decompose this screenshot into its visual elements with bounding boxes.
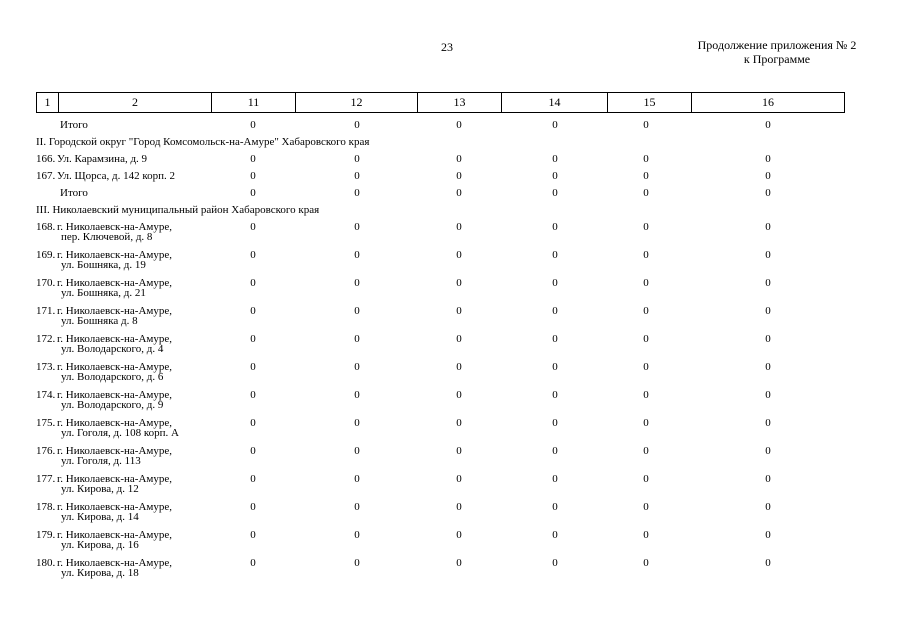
value-cell: 0	[552, 557, 558, 569]
value-cell: 0	[552, 277, 558, 289]
value-cell: 0	[765, 361, 771, 373]
value-cell: 0	[354, 333, 360, 345]
value-cell: 0	[250, 389, 256, 401]
column-header-2: 2	[59, 93, 212, 113]
address-cell	[57, 222, 172, 242]
address-line-1: г. Николаевск-на-Амуре,	[57, 221, 172, 233]
address-cell	[57, 530, 172, 550]
total-label: Итого	[60, 119, 88, 131]
table-row	[36, 220, 844, 248]
address-line-1: г. Николаевск-на-Амуре,	[57, 277, 172, 289]
value-cell: 0	[250, 473, 256, 485]
value-cell: 0	[552, 119, 558, 131]
value-cell: 0	[354, 501, 360, 513]
address-line-2: ул. Володарского, д. 9	[61, 399, 164, 411]
table-row	[36, 528, 844, 556]
section-header-row	[36, 135, 844, 152]
value-cell: 0	[250, 187, 256, 199]
address-line-1: Ул. Карамзина, д. 9	[57, 153, 148, 165]
column-header-16: 16	[692, 93, 845, 113]
value-cell: 0	[765, 333, 771, 345]
value-cell: 0	[250, 119, 256, 131]
row-number: 176.	[36, 445, 56, 457]
value-cell: 0	[456, 445, 462, 457]
address-cell	[57, 558, 172, 578]
table-row	[36, 360, 844, 388]
value-cell: 0	[456, 305, 462, 317]
value-cell: 0	[552, 170, 558, 182]
value-cell: 0	[643, 501, 649, 513]
table-row	[36, 276, 844, 304]
section-header-row	[36, 203, 844, 220]
address-line-1: г. Николаевск-на-Амуре,	[57, 501, 172, 513]
address-cell	[57, 362, 172, 382]
value-cell: 0	[250, 361, 256, 373]
value-cell: 0	[765, 221, 771, 233]
value-cell: 0	[354, 389, 360, 401]
value-cell: 0	[643, 153, 649, 165]
column-header-15: 15	[608, 93, 692, 113]
column-header-11: 11	[212, 93, 296, 113]
value-cell: 0	[765, 417, 771, 429]
value-cell: 0	[643, 389, 649, 401]
address-line-2: ул. Гоголя, д. 108 корп. А	[61, 427, 180, 439]
row-number: 177.	[36, 473, 56, 485]
value-cell: 0	[250, 501, 256, 513]
address-line-2: ул. Кирова, д. 12	[61, 483, 139, 495]
value-cell: 0	[250, 153, 256, 165]
value-cell: 0	[552, 501, 558, 513]
address-cell	[57, 171, 175, 181]
value-cell: 0	[643, 249, 649, 261]
value-cell: 0	[552, 221, 558, 233]
value-cell: 0	[552, 305, 558, 317]
table-body	[36, 118, 844, 584]
value-cell: 0	[643, 187, 649, 199]
table-row	[36, 556, 844, 584]
value-cell: 0	[552, 153, 558, 165]
address-line-1: г. Николаевск-на-Амуре,	[57, 529, 172, 541]
value-cell: 0	[765, 445, 771, 457]
column-header-14: 14	[502, 93, 608, 113]
value-cell: 0	[643, 305, 649, 317]
value-cell: 0	[456, 529, 462, 541]
value-cell: 0	[354, 305, 360, 317]
value-cell: 0	[250, 277, 256, 289]
value-cell: 0	[250, 221, 256, 233]
section-title: II. Городской округ "Город Комсомольск-на-Амуре" Хабаровского края	[36, 136, 370, 148]
value-cell: 0	[354, 557, 360, 569]
address-cell	[57, 306, 172, 326]
address-cell	[57, 502, 172, 522]
value-cell: 0	[765, 249, 771, 261]
address-cell	[57, 418, 179, 438]
table-row	[36, 500, 844, 528]
appendix-title: Продолжение приложения № 2	[697, 38, 857, 52]
table-row	[36, 169, 844, 186]
table-row	[36, 304, 844, 332]
value-cell: 0	[250, 170, 256, 182]
address-cell	[57, 250, 172, 270]
row-number: 173.	[36, 361, 56, 373]
row-number: 169.	[36, 249, 56, 261]
value-cell: 0	[456, 389, 462, 401]
value-cell: 0	[250, 529, 256, 541]
value-cell: 0	[354, 473, 360, 485]
table-row	[36, 444, 844, 472]
address-line-2: ул. Володарского, д. 4	[61, 343, 164, 355]
value-cell: 0	[456, 119, 462, 131]
address-line-1: г. Николаевск-на-Амуре,	[57, 305, 172, 317]
value-cell: 0	[456, 277, 462, 289]
address-line-1: г. Николаевск-на-Амуре,	[57, 389, 172, 401]
value-cell: 0	[354, 221, 360, 233]
value-cell: 0	[456, 417, 462, 429]
value-cell: 0	[643, 119, 649, 131]
table-row	[36, 248, 844, 276]
address-line-2: ул. Бошняка, д. 21	[61, 287, 146, 299]
appendix-subtitle: к Программе	[743, 52, 811, 66]
address-line-2: пер. Ключевой, д. 8	[61, 231, 153, 243]
value-cell: 0	[456, 170, 462, 182]
row-number: 180.	[36, 557, 56, 569]
value-cell: 0	[456, 361, 462, 373]
value-cell: 0	[354, 417, 360, 429]
value-cell: 0	[643, 277, 649, 289]
value-cell: 0	[552, 417, 558, 429]
value-cell: 0	[552, 333, 558, 345]
total-label: Итого	[60, 187, 88, 199]
value-cell: 0	[456, 333, 462, 345]
page-number: 23	[441, 40, 453, 54]
address-cell	[57, 446, 172, 466]
value-cell: 0	[765, 153, 771, 165]
row-number: 166.	[36, 153, 56, 165]
address-line-1: г. Николаевск-на-Амуре,	[57, 417, 172, 429]
address-line-1: Ул. Щорса, д. 142 корп. 2	[57, 170, 176, 182]
value-cell: 0	[250, 305, 256, 317]
value-cell: 0	[354, 249, 360, 261]
value-cell: 0	[354, 170, 360, 182]
value-cell: 0	[643, 557, 649, 569]
value-cell: 0	[765, 119, 771, 131]
value-cell: 0	[765, 557, 771, 569]
row-number: 167.	[36, 170, 56, 182]
value-cell: 0	[552, 249, 558, 261]
value-cell: 0	[552, 187, 558, 199]
row-number: 178.	[36, 501, 56, 513]
value-cell: 0	[765, 473, 771, 485]
table-row	[36, 332, 844, 360]
row-number: 174.	[36, 389, 56, 401]
value-cell: 0	[456, 221, 462, 233]
address-line-2: ул. Гоголя, д. 113	[61, 455, 141, 467]
table-row	[36, 472, 844, 500]
value-cell: 0	[765, 277, 771, 289]
row-number: 170.	[36, 277, 56, 289]
column-header-1: 1	[37, 93, 59, 113]
table-row	[36, 152, 844, 169]
value-cell: 0	[643, 529, 649, 541]
table-row	[36, 416, 844, 444]
address-cell	[57, 154, 147, 164]
column-header-row	[37, 93, 845, 113]
address-line-1: г. Николаевск-на-Амуре,	[57, 557, 172, 569]
value-cell: 0	[456, 187, 462, 199]
value-cell: 0	[552, 361, 558, 373]
value-cell: 0	[552, 445, 558, 457]
value-cell: 0	[643, 221, 649, 233]
value-cell: 0	[643, 333, 649, 345]
address-line-1: г. Николаевск-на-Амуре,	[57, 445, 172, 457]
address-cell	[57, 390, 172, 410]
value-cell: 0	[765, 187, 771, 199]
address-line-1: г. Николаевск-на-Амуре,	[57, 361, 172, 373]
value-cell: 0	[552, 473, 558, 485]
value-cell: 0	[643, 417, 649, 429]
row-number: 172.	[36, 333, 56, 345]
value-cell: 0	[354, 153, 360, 165]
total-row	[36, 118, 844, 135]
address-cell	[57, 334, 172, 354]
value-cell: 0	[765, 389, 771, 401]
value-cell: 0	[354, 187, 360, 199]
value-cell: 0	[643, 445, 649, 457]
value-cell: 0	[765, 501, 771, 513]
value-cell: 0	[250, 333, 256, 345]
value-cell: 0	[250, 249, 256, 261]
column-header-table	[36, 92, 845, 113]
address-line-2: ул. Кирова, д. 14	[61, 511, 139, 523]
row-number: 175.	[36, 417, 56, 429]
address-line-2: ул. Володарского, д. 6	[61, 371, 164, 383]
address-cell	[57, 474, 172, 494]
address-line-1: г. Николаевск-на-Амуре,	[57, 473, 172, 485]
value-cell: 0	[354, 445, 360, 457]
row-number: 168.	[36, 221, 56, 233]
value-cell: 0	[250, 445, 256, 457]
value-cell: 0	[643, 361, 649, 373]
row-number: 171.	[36, 305, 56, 317]
total-row	[36, 186, 844, 203]
address-line-1: г. Николаевск-на-Амуре,	[57, 333, 172, 345]
value-cell: 0	[354, 119, 360, 131]
address-line-2: ул. Бошняка, д. 19	[61, 259, 146, 271]
address-line-2: ул. Кирова, д. 16	[61, 539, 139, 551]
value-cell: 0	[250, 557, 256, 569]
address-line-2: ул. Кирова, д. 18	[61, 567, 139, 579]
address-cell	[57, 278, 172, 298]
value-cell: 0	[456, 501, 462, 513]
value-cell: 0	[456, 557, 462, 569]
column-header-12: 12	[296, 93, 418, 113]
section-title: III. Николаевский муниципальный район Хабаровского края	[36, 204, 320, 216]
value-cell: 0	[456, 473, 462, 485]
value-cell: 0	[765, 305, 771, 317]
table-row	[36, 388, 844, 416]
address-line-1: г. Николаевск-на-Амуре,	[57, 249, 172, 261]
column-header-13: 13	[418, 93, 502, 113]
value-cell: 0	[765, 170, 771, 182]
value-cell: 0	[643, 170, 649, 182]
row-number: 179.	[36, 529, 56, 541]
appendix-note	[682, 38, 872, 66]
address-line-2: ул. Бошняка д. 8	[61, 315, 138, 327]
value-cell: 0	[354, 277, 360, 289]
value-cell: 0	[552, 389, 558, 401]
value-cell: 0	[354, 529, 360, 541]
value-cell: 0	[552, 529, 558, 541]
value-cell: 0	[250, 417, 256, 429]
value-cell: 0	[354, 361, 360, 373]
value-cell: 0	[765, 529, 771, 541]
value-cell: 0	[643, 473, 649, 485]
value-cell: 0	[456, 249, 462, 261]
value-cell: 0	[456, 153, 462, 165]
